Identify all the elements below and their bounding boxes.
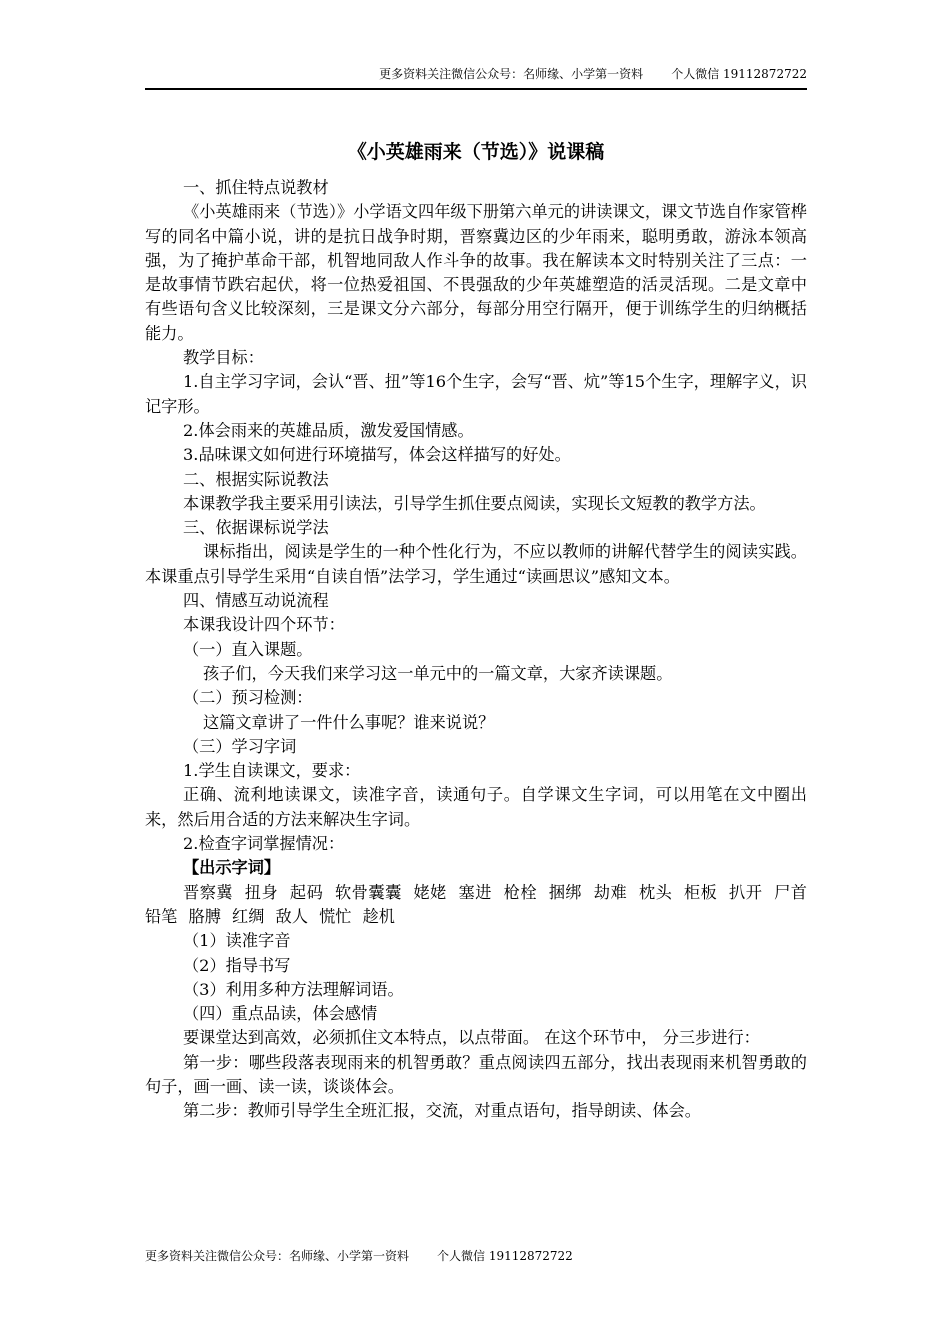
paragraph-learning: 课标指出，阅读是学生的一种个性化行为，不应以教师的讲解代替学生的阅读实践。本课重点引导学生采用“自读自悟”法学习，学生通过“读画思议”感知文本。 xyxy=(145,542,807,586)
header-left-text: 更多资料关注微信公众号：名师缘、小学第一资料 xyxy=(379,67,644,81)
vocab-step-2: （2）指导书写 xyxy=(183,955,291,975)
teaching-goals-label: 教学目标： xyxy=(183,348,264,368)
goal-item-1: 1.自主学习字词，会认“晋、扭”等16个生字，会写“晋、炕”等15个生字，理解字义，识记字形。 xyxy=(145,372,807,416)
paragraph-textbook: 《小英雄雨来（节选）》小学语文四年级下册第六单元的讲读课文，课文节选自作家管桦写的同名中篇小说，讲的是抗日战争时期，晋察冀边区的少年雨来，聪明勇敢，游泳本领高强，为了掩护革命干部，机智地同敌人作斗争的故事。我在解读本文时特别关注了三点：一是故事情节跌宕起伏，将一位热爱祖国、不畏强敌的少年英雄塑造的活灵活现。二是文章中有些语句含义比较深刻，三是课文分六部分，每部分用空行隔开，便于训练学生的归纳概括能力。 xyxy=(145,202,807,343)
paragraph-focus: 要课堂达到高效，必须抓住文本特点，以点带面。 在这个环节中， 分三步进行： xyxy=(183,1028,760,1048)
paragraph-method: 本课教学我主要采用引读法，引导学生抓住要点阅读，实现长文短教的教学方法。 xyxy=(183,493,766,513)
stage-heading-4: （四）重点品读，体会感情 xyxy=(183,1004,378,1024)
header-text xyxy=(379,66,807,82)
document-body xyxy=(145,176,807,1124)
goal-item-3: 3.品味课文如何进行环境描写，体会这样描写的好处。 xyxy=(183,445,571,465)
step-text-1: 正确、流利地读课文，读准字音，读通句子。自学课文生字词，可以用笔在文中圈出来，然后用合适的方法来解决生字词。 xyxy=(145,785,807,829)
stage-heading-3: （三）学习字词 xyxy=(183,736,297,756)
stage-heading-1: （一）直入课题。 xyxy=(183,639,313,659)
section-heading-3: 三、依据课标说学法 xyxy=(183,518,329,538)
page-footer xyxy=(145,1248,573,1264)
paragraph-stages-intro: 本课我设计四个环节： xyxy=(183,615,345,635)
header-right-text: 个人微信 19112872722 xyxy=(671,67,807,81)
footer-right-text: 个人微信 19112872722 xyxy=(437,1249,573,1263)
section-heading-1: 一、抓住特点说教材 xyxy=(183,178,329,197)
section-heading-2: 二、根据实际说教法 xyxy=(183,469,329,489)
vocab-heading: 【出示字词】 xyxy=(183,858,281,878)
vocab-step-3: （3）利用多种方法理解词语。 xyxy=(183,979,404,999)
stage-text-1: 孩子们，今天我们来学习这一单元中的一篇文章，大家齐读课题。 xyxy=(203,663,673,683)
step-item-1: 1.学生自读课文，要求： xyxy=(183,761,361,781)
section-heading-4: 四、情感互动说流程 xyxy=(183,591,329,611)
document-title: 《小英雄雨来（节选）》说课稿 xyxy=(347,141,605,163)
stage-text-2: 这篇文章讲了一件什么事呢？谁来说说？ xyxy=(203,712,495,732)
page-header xyxy=(145,66,807,90)
vocab-step-1: （1）读准字音 xyxy=(183,931,291,951)
stage-heading-2: （二）预习检测： xyxy=(183,688,313,708)
step-item-2: 2.检查字词掌握情况： xyxy=(183,834,345,854)
footer-left-text: 更多资料关注微信公众号：名师缘、小学第一资料 xyxy=(145,1249,410,1263)
vocab-list: 晋察冀 扭身 起码 软骨囊囊 姥姥 塞进 枪栓 捆绑 劫难 枕头 柜板 扒开 尸首 铅笔 胳膊 红绸 敌人 慌忙 趁机 xyxy=(145,882,807,926)
goal-item-2: 2.体会雨来的英雄品质，激发爱国情感。 xyxy=(183,420,474,440)
paragraph-step-two: 第二步：教师引导学生全班汇报，交流，对重点语句，指导朗读、体会。 xyxy=(183,1101,701,1121)
paragraph-step-one: 第一步：哪些段落表现雨来的机智勇敢？重点阅读四五部分，找出表现雨来机智勇敢的句子，画一画、读一读，谈谈体会。 xyxy=(145,1052,807,1096)
